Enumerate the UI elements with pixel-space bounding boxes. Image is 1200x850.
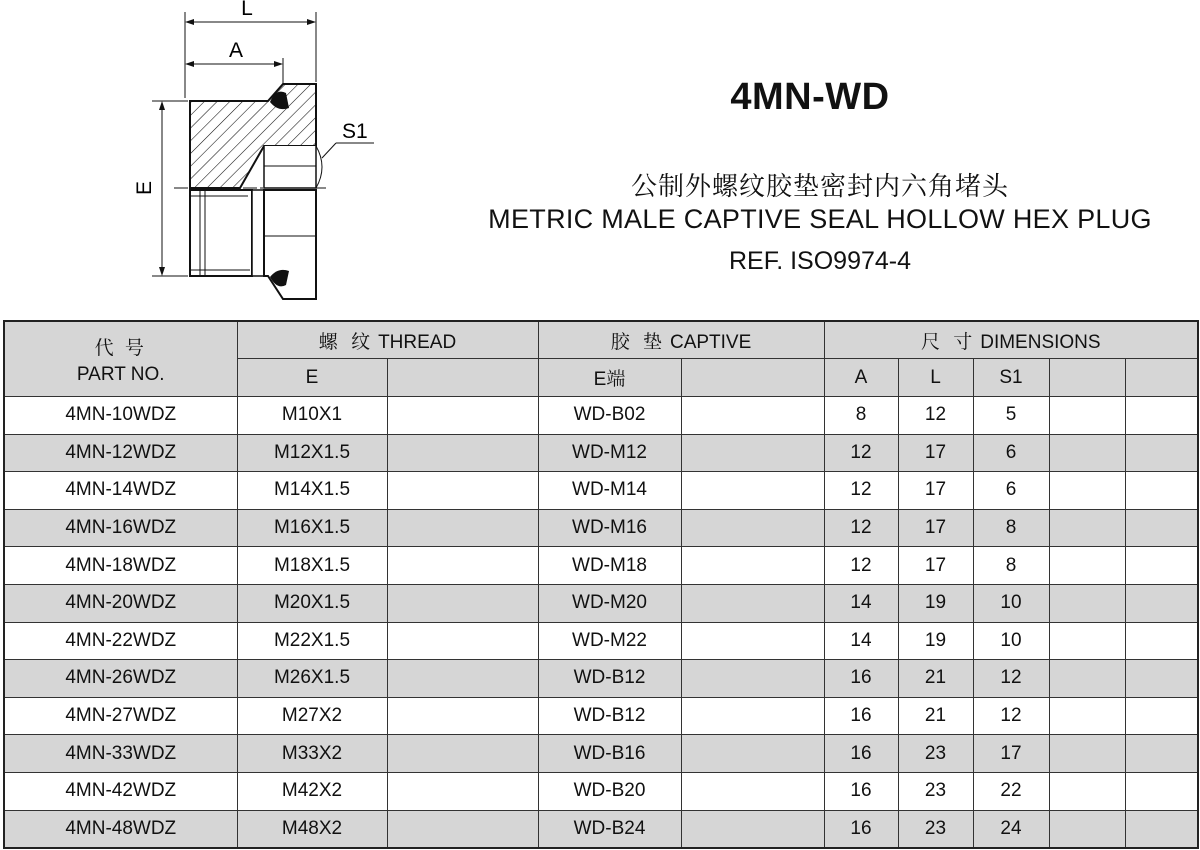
header-blank — [681, 359, 824, 397]
cell-blank — [681, 509, 824, 547]
label-l: L — [241, 0, 253, 20]
header-thread-cn: 螺 纹 — [318, 331, 375, 353]
cell-blank — [681, 472, 824, 510]
cell-part-no: 4MN-42WDZ — [4, 772, 237, 810]
cell-a: 16 — [824, 697, 898, 735]
cell-thread: M27X2 — [237, 697, 387, 735]
cell-blank — [387, 772, 538, 810]
cell-a: 16 — [824, 735, 898, 773]
label-s1: S1 — [342, 120, 368, 143]
table-row — [4, 735, 1198, 773]
table-row — [4, 547, 1198, 585]
cell-blank — [1125, 472, 1198, 510]
cell-blank — [1049, 434, 1125, 472]
label-e: E — [133, 180, 156, 196]
cell-blank — [1125, 397, 1198, 435]
spec-table-body — [4, 397, 1198, 849]
cell-s1: 6 — [973, 472, 1049, 510]
cell-captive: WD-M22 — [538, 622, 681, 660]
table-row — [4, 810, 1198, 848]
header-blank — [1125, 359, 1198, 397]
cell-a: 12 — [824, 509, 898, 547]
cell-blank — [387, 810, 538, 848]
cell-blank — [681, 697, 824, 735]
cell-blank — [1125, 735, 1198, 773]
header-a: A — [824, 359, 898, 397]
cell-blank — [681, 735, 824, 773]
header-captive-cn: 胶 垫 — [610, 331, 666, 353]
cell-l: 21 — [898, 697, 973, 735]
header-thread-en: THREAD — [378, 331, 457, 353]
table-row — [4, 472, 1198, 510]
cell-a: 16 — [824, 660, 898, 698]
cell-part-no: 4MN-20WDZ — [4, 584, 237, 622]
product-code: 4MN-WD — [730, 76, 890, 118]
cell-blank — [1125, 547, 1198, 585]
header-dimensions — [824, 321, 1198, 359]
cell-blank — [681, 434, 824, 472]
cell-blank — [1125, 584, 1198, 622]
cell-blank — [387, 735, 538, 773]
header-thread — [237, 321, 538, 359]
cell-blank — [387, 697, 538, 735]
cell-captive: WD-B24 — [538, 810, 681, 848]
cell-a: 8 — [824, 397, 898, 435]
dimension-e — [159, 101, 165, 276]
header-dimensions-cn: 尺 寸 — [920, 331, 977, 353]
header-captive — [538, 321, 824, 359]
cell-blank — [1049, 472, 1125, 510]
cell-part-no: 4MN-16WDZ — [4, 509, 237, 547]
cell-a: 16 — [824, 772, 898, 810]
table-row — [4, 772, 1198, 810]
cell-blank — [1125, 434, 1198, 472]
header-captive-en: CAPTIVE — [669, 331, 752, 353]
cell-blank — [681, 622, 824, 660]
cell-a: 14 — [824, 584, 898, 622]
cell-blank — [387, 660, 538, 698]
cell-thread: M33X2 — [237, 735, 387, 773]
cell-s1: 8 — [973, 547, 1049, 585]
header-part-no-en: PART NO. — [76, 363, 165, 385]
header-blank — [387, 359, 538, 397]
header-part-no — [4, 321, 237, 397]
cell-thread: M20X1.5 — [237, 584, 387, 622]
cell-captive: WD-M12 — [538, 434, 681, 472]
cell-s1: 12 — [973, 660, 1049, 698]
cell-captive: WD-B12 — [538, 697, 681, 735]
cell-blank — [681, 772, 824, 810]
cell-blank — [681, 547, 824, 585]
cell-l: 17 — [898, 472, 973, 510]
cell-blank — [681, 810, 824, 848]
cell-thread: M42X2 — [237, 772, 387, 810]
cell-l: 12 — [898, 397, 973, 435]
cell-blank — [1125, 622, 1198, 660]
cell-blank — [1125, 772, 1198, 810]
cell-a: 14 — [824, 622, 898, 660]
cell-captive: WD-B16 — [538, 735, 681, 773]
cell-s1: 5 — [973, 397, 1049, 435]
cell-part-no: 4MN-12WDZ — [4, 434, 237, 472]
cell-thread: M22X1.5 — [237, 622, 387, 660]
cell-blank — [1125, 660, 1198, 698]
header-blank — [1049, 359, 1125, 397]
table-row — [4, 697, 1198, 735]
cell-blank — [1049, 810, 1125, 848]
cell-part-no: 4MN-26WDZ — [4, 660, 237, 698]
cell-blank — [1049, 697, 1125, 735]
cell-blank — [1049, 622, 1125, 660]
header-dimensions-en: DIMENSIONS — [980, 331, 1101, 353]
header-e-end: E端 — [538, 359, 681, 397]
cell-l: 17 — [898, 547, 973, 585]
cell-l: 21 — [898, 660, 973, 698]
cell-s1: 10 — [973, 584, 1049, 622]
cell-a: 12 — [824, 434, 898, 472]
cell-part-no: 4MN-14WDZ — [4, 472, 237, 510]
cell-blank — [1125, 697, 1198, 735]
cell-s1: 22 — [973, 772, 1049, 810]
cell-s1: 10 — [973, 622, 1049, 660]
standard-reference: REF. ISO9974-4 — [728, 247, 912, 275]
cell-captive: WD-M14 — [538, 472, 681, 510]
spec-table — [3, 320, 1199, 849]
cell-a: 12 — [824, 472, 898, 510]
cell-thread: M26X1.5 — [237, 660, 387, 698]
header-s1: S1 — [973, 359, 1049, 397]
header-l: L — [898, 359, 973, 397]
plug-section — [190, 84, 316, 188]
cell-blank — [681, 397, 824, 435]
table-row — [4, 397, 1198, 435]
cell-part-no: 4MN-18WDZ — [4, 547, 237, 585]
cell-s1: 17 — [973, 735, 1049, 773]
cell-l: 23 — [898, 810, 973, 848]
cell-blank — [1125, 810, 1198, 848]
cell-part-no: 4MN-27WDZ — [4, 697, 237, 735]
cell-blank — [387, 434, 538, 472]
cell-captive: WD-M18 — [538, 547, 681, 585]
cell-s1: 6 — [973, 434, 1049, 472]
cell-a: 12 — [824, 547, 898, 585]
cell-blank — [1049, 509, 1125, 547]
label-a: A — [228, 39, 244, 62]
cell-blank — [387, 509, 538, 547]
cell-blank — [1049, 547, 1125, 585]
cell-captive: WD-M20 — [538, 584, 681, 622]
cell-thread: M14X1.5 — [237, 472, 387, 510]
cell-blank — [387, 397, 538, 435]
plug-drawing — [120, 0, 380, 310]
cell-s1: 24 — [973, 810, 1049, 848]
cell-blank — [1049, 772, 1125, 810]
cell-blank — [387, 472, 538, 510]
title-chinese: 公制外螺纹胶垫密封内六角堵头 — [630, 171, 1009, 201]
cell-captive: WD-B20 — [538, 772, 681, 810]
cell-captive: WD-M16 — [538, 509, 681, 547]
cell-l: 17 — [898, 434, 973, 472]
cell-blank — [387, 622, 538, 660]
cell-blank — [1049, 735, 1125, 773]
plug-exterior — [190, 190, 316, 299]
cell-blank — [681, 584, 824, 622]
table-row — [4, 509, 1198, 547]
header-part-no-cn: 代 号 — [94, 337, 147, 359]
cell-blank — [1049, 584, 1125, 622]
cell-part-no: 4MN-48WDZ — [4, 810, 237, 848]
cell-blank — [1049, 660, 1125, 698]
cell-thread: M48X2 — [237, 810, 387, 848]
cell-s1: 8 — [973, 509, 1049, 547]
cell-thread: M18X1.5 — [237, 547, 387, 585]
cell-l: 23 — [898, 772, 973, 810]
cell-thread: M16X1.5 — [237, 509, 387, 547]
cell-blank — [387, 547, 538, 585]
cell-captive: WD-B02 — [538, 397, 681, 435]
table-row — [4, 660, 1198, 698]
table-row — [4, 434, 1198, 472]
cell-a: 16 — [824, 810, 898, 848]
cell-part-no: 4MN-10WDZ — [4, 397, 237, 435]
cell-blank — [1049, 397, 1125, 435]
cell-l: 19 — [898, 622, 973, 660]
cell-l: 17 — [898, 509, 973, 547]
cell-thread: M10X1 — [237, 397, 387, 435]
table-row — [4, 584, 1198, 622]
cell-l: 19 — [898, 584, 973, 622]
cell-part-no: 4MN-33WDZ — [4, 735, 237, 773]
cell-blank — [1125, 509, 1198, 547]
cell-s1: 12 — [973, 697, 1049, 735]
cell-l: 23 — [898, 735, 973, 773]
table-row — [4, 622, 1198, 660]
cell-blank — [681, 660, 824, 698]
cell-part-no: 4MN-22WDZ — [4, 622, 237, 660]
cell-blank — [387, 584, 538, 622]
cell-captive: WD-B12 — [538, 660, 681, 698]
title-english: METRIC MALE CAPTIVE SEAL HOLLOW HEX PLUG — [488, 204, 1152, 234]
header-e: E — [237, 359, 387, 397]
cell-thread: M12X1.5 — [237, 434, 387, 472]
